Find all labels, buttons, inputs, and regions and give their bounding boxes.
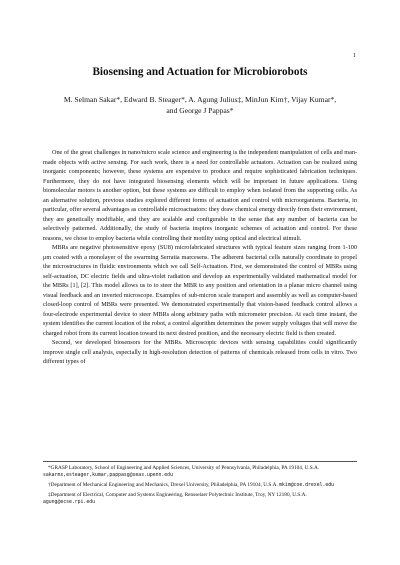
footnote-email: sakarms,esteager,kumar,pappasg@seas.upenn.edu: [43, 472, 173, 478]
footnote-text: ‡Department of Electrical, Computer and Systems Engineering, Rensselaer Polytechnic Institute, Troy, NY 12180, U.S.A.: [48, 492, 307, 499]
footnote-affiliation: [43, 482, 357, 490]
paragraph: One of the great challenges in nano/micro scale science and engineering is the independent manipulation of cells and man-made objects with active sensing. For such work, there is a need for controllable actuators. Actuation can be realized using inorganic components; however, these systems are expensive to produce and require sophisticated fabrication techniques. Furthermore, they do not have integrated biosensing elements which will be important in future applications. Using biomolecular motors is another option, but these systems are difficult to employ when isolated from the supporting cells. As an alternative solution, previous studies explored different forms of actuation and control with microorganisms. Bacteria, in particular, offer several advantages as controllable microactuators: they draw chemical energy directly from their environment, they are genetically modifiable, and they are scalable and configurable in the sense that any number of bacteria can be selectively patterned. Additionally, the study of bacteria inspires inorganic schemes of actuation and control. For these reasons, we chose to employ bacteria while controlling their motility using optical and electrical stimuli.: [43, 149, 357, 242]
footnotes: [43, 461, 357, 509]
paragraph: Second, we developed biosensors for the MBRs. Microscopic devices with sensing capabilities could significantly improve single cell analysis, especially in high-resolution detection of patterns of chemicals released from cells in vitro. Two different types of: [43, 339, 357, 365]
footnote-text: *GRASP Laboratory, School of Engineering and Applied Sciences, University of Pennsylvania, Philadelphia, PA 19104, U.S.A.: [48, 465, 320, 471]
footnote-text: †Department of Mechanical Engineering and Mechanics, Drexel University, Philadelphia, PA 19104, U.S.A.: [48, 482, 278, 489]
paper-title: Biosensing and Actuation for Microbiorobots: [92, 66, 308, 78]
paragraph: MBRs are negative photosensitive epoxy (SU8) microfabricated structures with typical feature sizes ranging from 1-100 μm coated with a monolayer of the swarming Serratia marcesens. The adherent bacterial cells naturally coordinate to propel the microstructures in fluidic environments which we call Self-Actuation. First, we demonstrated the control of MBRs using self-actuation, DC electric fields and ultra-violet radiation and develop an experimentally validated mathematical model for the MBRs [1], [2]. This model allows us to to steer the MBR to any position and orientation in a planar micro channel using visual feedback and an inverted microscope. Examples of sub-micron scale transport and assembly as well as computer-based closed-loop control of MBRs were presented. We demonstrated experimentally that vision-based feedback control allows a four-electrode experimental device to steer MBRs along arbitrary paths with micrometer precision. At each time instant, the system identifies the current location of the robot, a control algorithm determines the power supply voltages that will move the charged robot from its current location toward its next desired position, and the necessary electric field is then created.: [43, 244, 357, 337]
footnote-affiliation: [43, 492, 357, 507]
footnote-affiliation: [43, 465, 357, 480]
page-number: 1: [353, 53, 356, 59]
paper-body: [43, 148, 357, 367]
footnote-email: mkim@coe.drexel.edu: [279, 483, 335, 489]
footnote-email: agung@ecse.rpi.edu: [43, 500, 95, 506]
author-list: M. Selman Sakar*, Edward B. Steager*, A. Agung Julius‡, MinJun Kim†, Vijay Kumar*, and George J Pappas*: [63, 95, 337, 115]
